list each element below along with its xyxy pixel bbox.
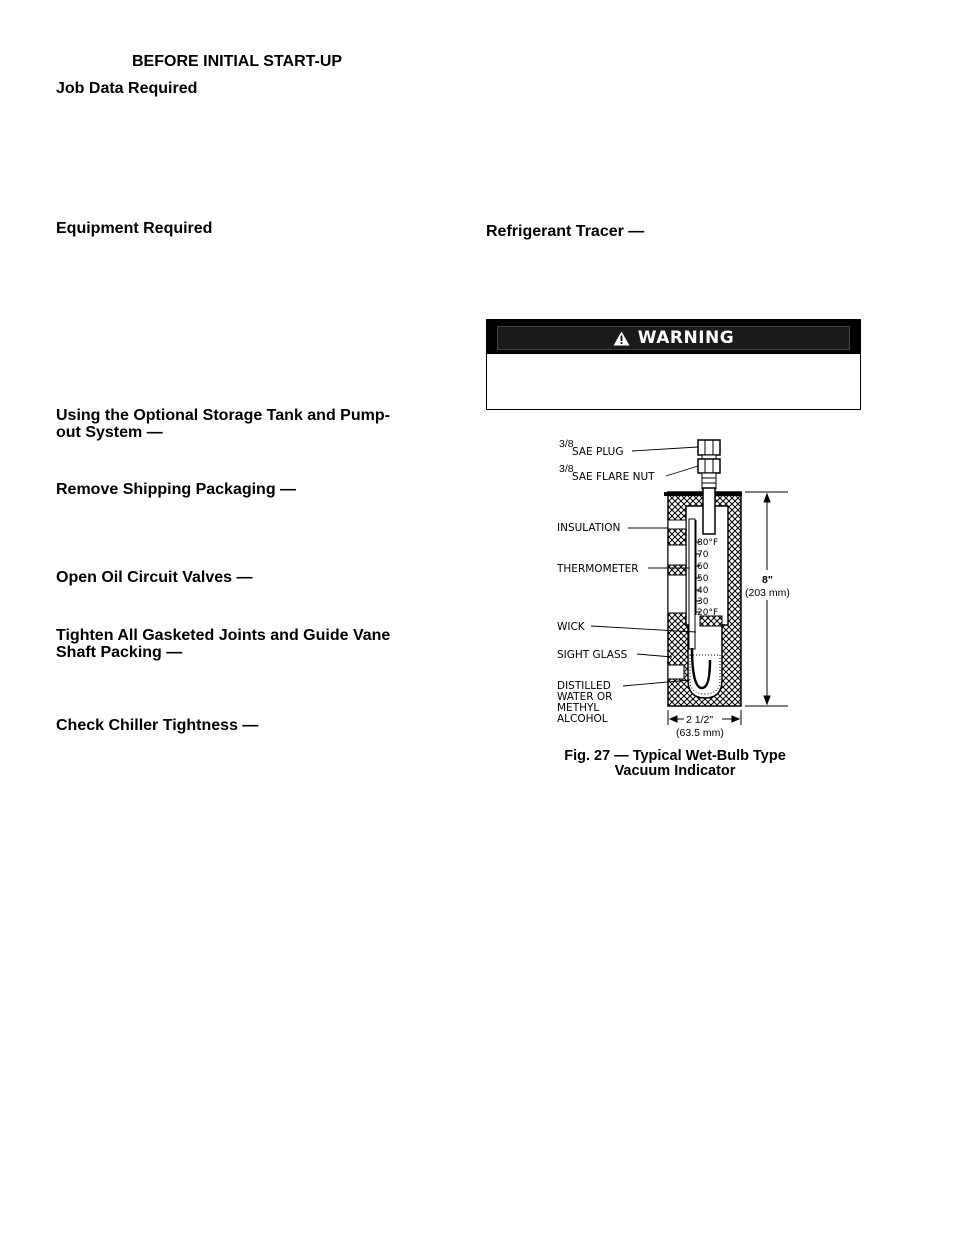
heading-storage-tank-line1: Using the Optional Storage Tank and Pump- — [56, 407, 390, 424]
sae-flare-frac: 3/8 — [559, 463, 574, 475]
scale-30: 30 — [697, 597, 709, 607]
warning-header — [487, 320, 860, 354]
heading-storage-tank-line2: out System — — [56, 424, 163, 441]
scale-60: 60 — [697, 562, 709, 572]
warning-triangle-icon — [613, 331, 630, 346]
heading-oil-valves: Open Oil Circuit Valves — — [56, 569, 253, 586]
figure-caption-line2: Vacuum Indicator — [614, 763, 736, 779]
heading-shipping: Remove Shipping Packaging — — [56, 481, 297, 498]
sae-flare-label — [559, 463, 655, 483]
scale-70: 70 — [697, 550, 709, 560]
heading-job-data: Job Data Required — [56, 80, 198, 97]
heading-gasketed-joints — [56, 627, 430, 661]
height-dim-label: 8" — [762, 574, 773, 586]
heading-gasketed-line2: Shaft Packing — — [56, 644, 183, 661]
heading-gasketed-line1: Tighten All Gasketed Joints and Guide Vane — [56, 627, 391, 644]
scale-20: 20°F — [697, 608, 719, 618]
sae-plug-text: SAE PLUG — [572, 446, 624, 458]
section-title: BEFORE INITIAL START-UP — [132, 53, 343, 70]
height-mm-label: (203 mm) — [745, 587, 790, 599]
scale-40: 40 — [697, 586, 709, 596]
distilled-label-4: ALCOHOL — [557, 713, 608, 725]
figure-caption — [540, 749, 810, 779]
sae-plug-frac: 3/8 — [559, 438, 574, 450]
heading-storage-tank — [56, 407, 430, 441]
figure-caption-line1: Fig. 27 — Typical Wet-Bulb Type — [564, 748, 786, 764]
warning-header-inner — [497, 326, 850, 350]
warning-box — [486, 319, 861, 410]
sae-plug — [698, 440, 720, 459]
insulation-label: INSULATION — [557, 522, 621, 534]
distilled-label-1: DISTILLED — [557, 680, 611, 692]
heading-refrigerant-tracer: Refrigerant Tracer — — [486, 223, 645, 240]
width-mm-label: (63.5 mm) — [676, 727, 724, 739]
heading-equipment: Equipment Required — [56, 220, 213, 237]
scale-80: 80°F — [697, 538, 719, 548]
width-dim-label: 2 1/2" — [686, 714, 714, 726]
thermometer-label: THERMOMETER — [557, 563, 639, 575]
height-dimension — [745, 492, 788, 706]
warning-title: WARNING — [637, 328, 735, 348]
sae-plug-label — [559, 438, 624, 458]
heading-chiller-tightness: Check Chiller Tightness — — [56, 717, 259, 734]
wick-label: WICK — [557, 621, 585, 633]
sae-flare-nut — [698, 459, 720, 489]
sae-flare-text: SAE FLARE NUT — [572, 471, 655, 483]
vacuum-indicator-figure — [540, 436, 800, 746]
scale-50: 50 — [697, 574, 709, 584]
distilled-label-2: WATER OR — [557, 691, 613, 703]
distilled-label-3: METHYL — [557, 702, 600, 714]
sight-glass-label: SIGHT GLASS — [557, 649, 628, 661]
